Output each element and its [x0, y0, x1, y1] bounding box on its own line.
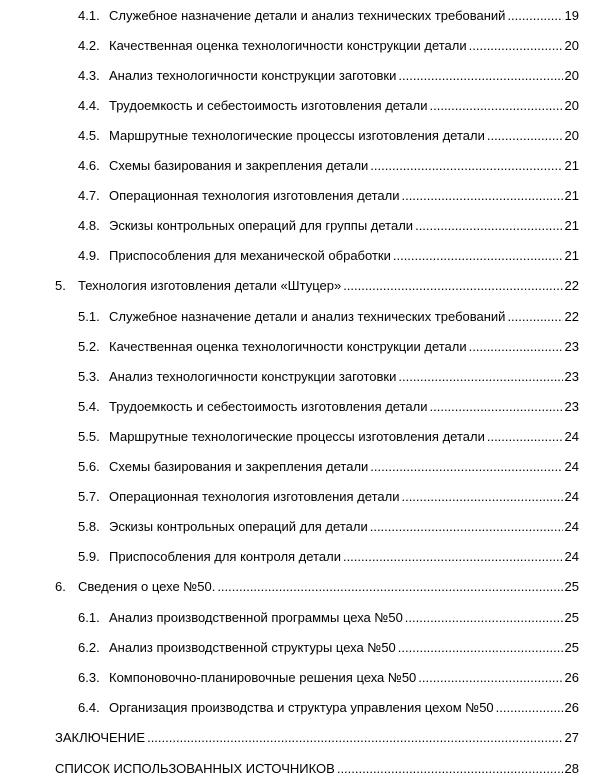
toc-entry-number: 5.2.	[78, 339, 100, 354]
toc-entry-title: Схемы базирования и закрепления детали	[109, 158, 369, 173]
toc-entry-page: 20	[564, 128, 579, 143]
toc-entry-number: 4.8.	[78, 218, 100, 233]
toc-entry-4-2[interactable]	[78, 35, 579, 53]
toc-dot-leader	[507, 309, 562, 324]
toc-entry-title: ЗАКЛЮЧЕНИЕ	[55, 730, 146, 745]
toc-entry-page: 24	[564, 549, 579, 564]
toc-dot-leader	[430, 399, 563, 414]
toc-dot-leader	[469, 339, 563, 354]
toc-dot-leader	[398, 68, 562, 83]
toc-entry-page: 22	[564, 278, 579, 293]
toc-entry-title: Сведения о цехе №50.	[78, 579, 216, 594]
toc-entry-number: 6.3.	[78, 670, 100, 685]
toc-entry-number: 5.6.	[78, 459, 100, 474]
toc-dot-leader	[401, 489, 562, 504]
toc-dot-leader	[401, 188, 562, 203]
toc-dot-leader	[217, 579, 562, 594]
toc-entry-title: Эскизы контрольных операций для детали	[109, 519, 368, 534]
toc-entry-title: Компоновочно-планировочные решения цеха №50	[109, 670, 417, 685]
toc-dot-leader	[343, 278, 562, 293]
toc-dot-leader	[487, 128, 563, 143]
toc-entry-references[interactable]	[55, 758, 579, 776]
toc-entry-title: Анализ производственной структуры цеха №50	[109, 640, 396, 655]
toc-entry-number: 4.5.	[78, 128, 100, 143]
toc-entry-number: 4.6.	[78, 158, 100, 173]
toc-dot-leader	[430, 98, 563, 113]
toc-entry-title: Приспособления для механической обработки	[109, 248, 391, 263]
toc-entry-5-4[interactable]	[78, 396, 579, 414]
toc-entry-title: Эскизы контрольных операций для группы детали	[109, 218, 414, 233]
toc-entry-6-2[interactable]	[78, 637, 579, 655]
toc-entry-page: 24	[564, 429, 579, 444]
toc-entry-page: 25	[564, 610, 579, 625]
toc-entry-number: 6.2.	[78, 640, 100, 655]
toc-entry-4-3[interactable]	[78, 65, 579, 83]
toc-entry-title: Приспособления для контроля детали	[109, 549, 341, 564]
toc-entry-title: Анализ производственной программы цеха №50	[109, 610, 403, 625]
toc-entry-5-2[interactable]	[78, 336, 579, 354]
toc-entry-5-7[interactable]	[78, 486, 579, 504]
toc-entry-title: Маршрутные технологические процессы изготовления детали	[109, 128, 485, 143]
toc-entry-page: 21	[564, 248, 579, 263]
toc-entry-title: Качественная оценка технологичности конструкции детали	[109, 339, 467, 354]
toc-entry-conclusion[interactable]	[55, 727, 579, 745]
toc-entry-number: 6.1.	[78, 610, 100, 625]
toc-entry-5-9[interactable]	[78, 546, 579, 564]
toc-entry-page: 23	[564, 369, 579, 384]
toc-entry-title: Схемы базирования и закрепления детали	[109, 459, 369, 474]
toc-entry-page: 21	[564, 188, 579, 203]
toc-entry-title: СПИСОК ИСПОЛЬЗОВАННЫХ ИСТОЧНИКОВ	[55, 761, 335, 776]
toc-entry-number: 4.9.	[78, 248, 100, 263]
toc-dot-leader	[418, 670, 562, 685]
toc-entry-5-3[interactable]	[78, 366, 579, 384]
toc-entry-6-4[interactable]	[78, 697, 579, 715]
toc-dot-leader	[398, 369, 562, 384]
toc-dot-leader	[507, 8, 562, 23]
toc-entry-number: 6.4.	[78, 700, 100, 715]
toc-entry-page: 26	[564, 700, 579, 715]
toc-dot-leader	[343, 549, 563, 564]
toc-entry-number: 6.	[55, 579, 66, 594]
toc-entry-title: Операционная технология изготовления детали	[109, 188, 400, 203]
toc-entry-title: Анализ технологичности конструкции заготовки	[109, 68, 397, 83]
toc-entry-number: 4.1.	[78, 8, 100, 23]
toc-entry-5[interactable]	[55, 275, 579, 293]
toc-entry-title: Технология изготовления детали «Штуцер»	[78, 278, 342, 293]
toc-entry-title: Трудоемкость и себестоимость изготовления детали	[109, 98, 428, 113]
toc-entry-page: 25	[564, 640, 579, 655]
toc-dot-leader	[370, 459, 562, 474]
toc-entry-title: Анализ технологичности конструкции заготовки	[109, 369, 397, 384]
toc-entry-page: 27	[564, 730, 579, 745]
toc-dot-leader	[469, 38, 563, 53]
toc-entry-4-1[interactable]	[78, 5, 579, 23]
toc-dot-leader	[405, 610, 563, 625]
toc-dot-leader	[496, 700, 563, 715]
toc-entry-5-5[interactable]	[78, 426, 579, 444]
toc-entry-4-4[interactable]	[78, 95, 579, 113]
toc-entry-5-1[interactable]	[78, 306, 579, 324]
toc-entry-6-1[interactable]	[78, 607, 579, 625]
toc-entry-page: 24	[564, 519, 579, 534]
toc-entry-page: 21	[564, 158, 579, 173]
toc-entry-6-3[interactable]	[78, 667, 579, 685]
toc-dot-leader	[393, 248, 563, 263]
toc-entry-number: 5.3.	[78, 369, 100, 384]
toc-entry-4-5[interactable]	[78, 125, 579, 143]
toc-entry-number: 5.7.	[78, 489, 100, 504]
toc-entry-4-9[interactable]	[78, 245, 579, 263]
toc-entry-page: 20	[564, 38, 579, 53]
toc-dot-leader	[370, 158, 562, 173]
toc-entry-page: 24	[564, 489, 579, 504]
toc-entry-number: 5.	[55, 278, 66, 293]
toc-dot-leader	[415, 218, 562, 233]
toc-entry-title: Качественная оценка технологичности конструкции детали	[109, 38, 467, 53]
toc-entry-page: 19	[564, 8, 579, 23]
toc-entry-title: Служебное назначение детали и анализ технических требований	[109, 8, 506, 23]
toc-entry-page: 23	[564, 339, 579, 354]
toc-entry-number: 5.5.	[78, 429, 100, 444]
toc-entry-title: Трудоемкость и себестоимость изготовления детали	[109, 399, 428, 414]
toc-entry-number: 4.3.	[78, 68, 100, 83]
toc-entry-page: 23	[564, 399, 579, 414]
toc-dot-leader	[370, 519, 563, 534]
toc-entry-page: 28	[564, 761, 579, 776]
toc-entry-6[interactable]	[55, 576, 579, 594]
toc-entry-number: 5.8.	[78, 519, 100, 534]
toc-entry-4-6[interactable]	[78, 155, 579, 173]
toc-entry-title: Операционная технология изготовления детали	[109, 489, 400, 504]
toc-dot-leader	[147, 730, 562, 745]
toc-dot-leader	[337, 761, 563, 776]
toc-dot-leader	[487, 429, 563, 444]
toc-entry-number: 4.2.	[78, 38, 100, 53]
toc-entry-4-8[interactable]	[78, 215, 579, 233]
toc-entry-4-7[interactable]	[78, 185, 579, 203]
toc-entry-5-6[interactable]	[78, 456, 579, 474]
toc-entry-number: 4.4.	[78, 98, 100, 113]
toc-entry-page: 26	[564, 670, 579, 685]
toc-entry-title: Организация производства и структура управления цехом №50	[109, 700, 494, 715]
toc-entry-number: 4.7.	[78, 188, 100, 203]
toc-entry-page: 20	[564, 98, 579, 113]
toc-entry-number: 5.9.	[78, 549, 100, 564]
toc-dot-leader	[398, 640, 563, 655]
toc-entry-page: 20	[564, 68, 579, 83]
toc-entry-page: 24	[564, 459, 579, 474]
toc-entry-page: 22	[564, 309, 579, 324]
toc-entry-title: Служебное назначение детали и анализ технических требований	[109, 309, 506, 324]
toc-entry-number: 5.4.	[78, 399, 100, 414]
toc-entry-page: 25	[564, 579, 579, 594]
toc-entry-number: 5.1.	[78, 309, 100, 324]
toc-entry-5-8[interactable]	[78, 516, 579, 534]
toc-entry-page: 21	[564, 218, 579, 233]
toc-entry-title: Маршрутные технологические процессы изготовления детали	[109, 429, 485, 444]
